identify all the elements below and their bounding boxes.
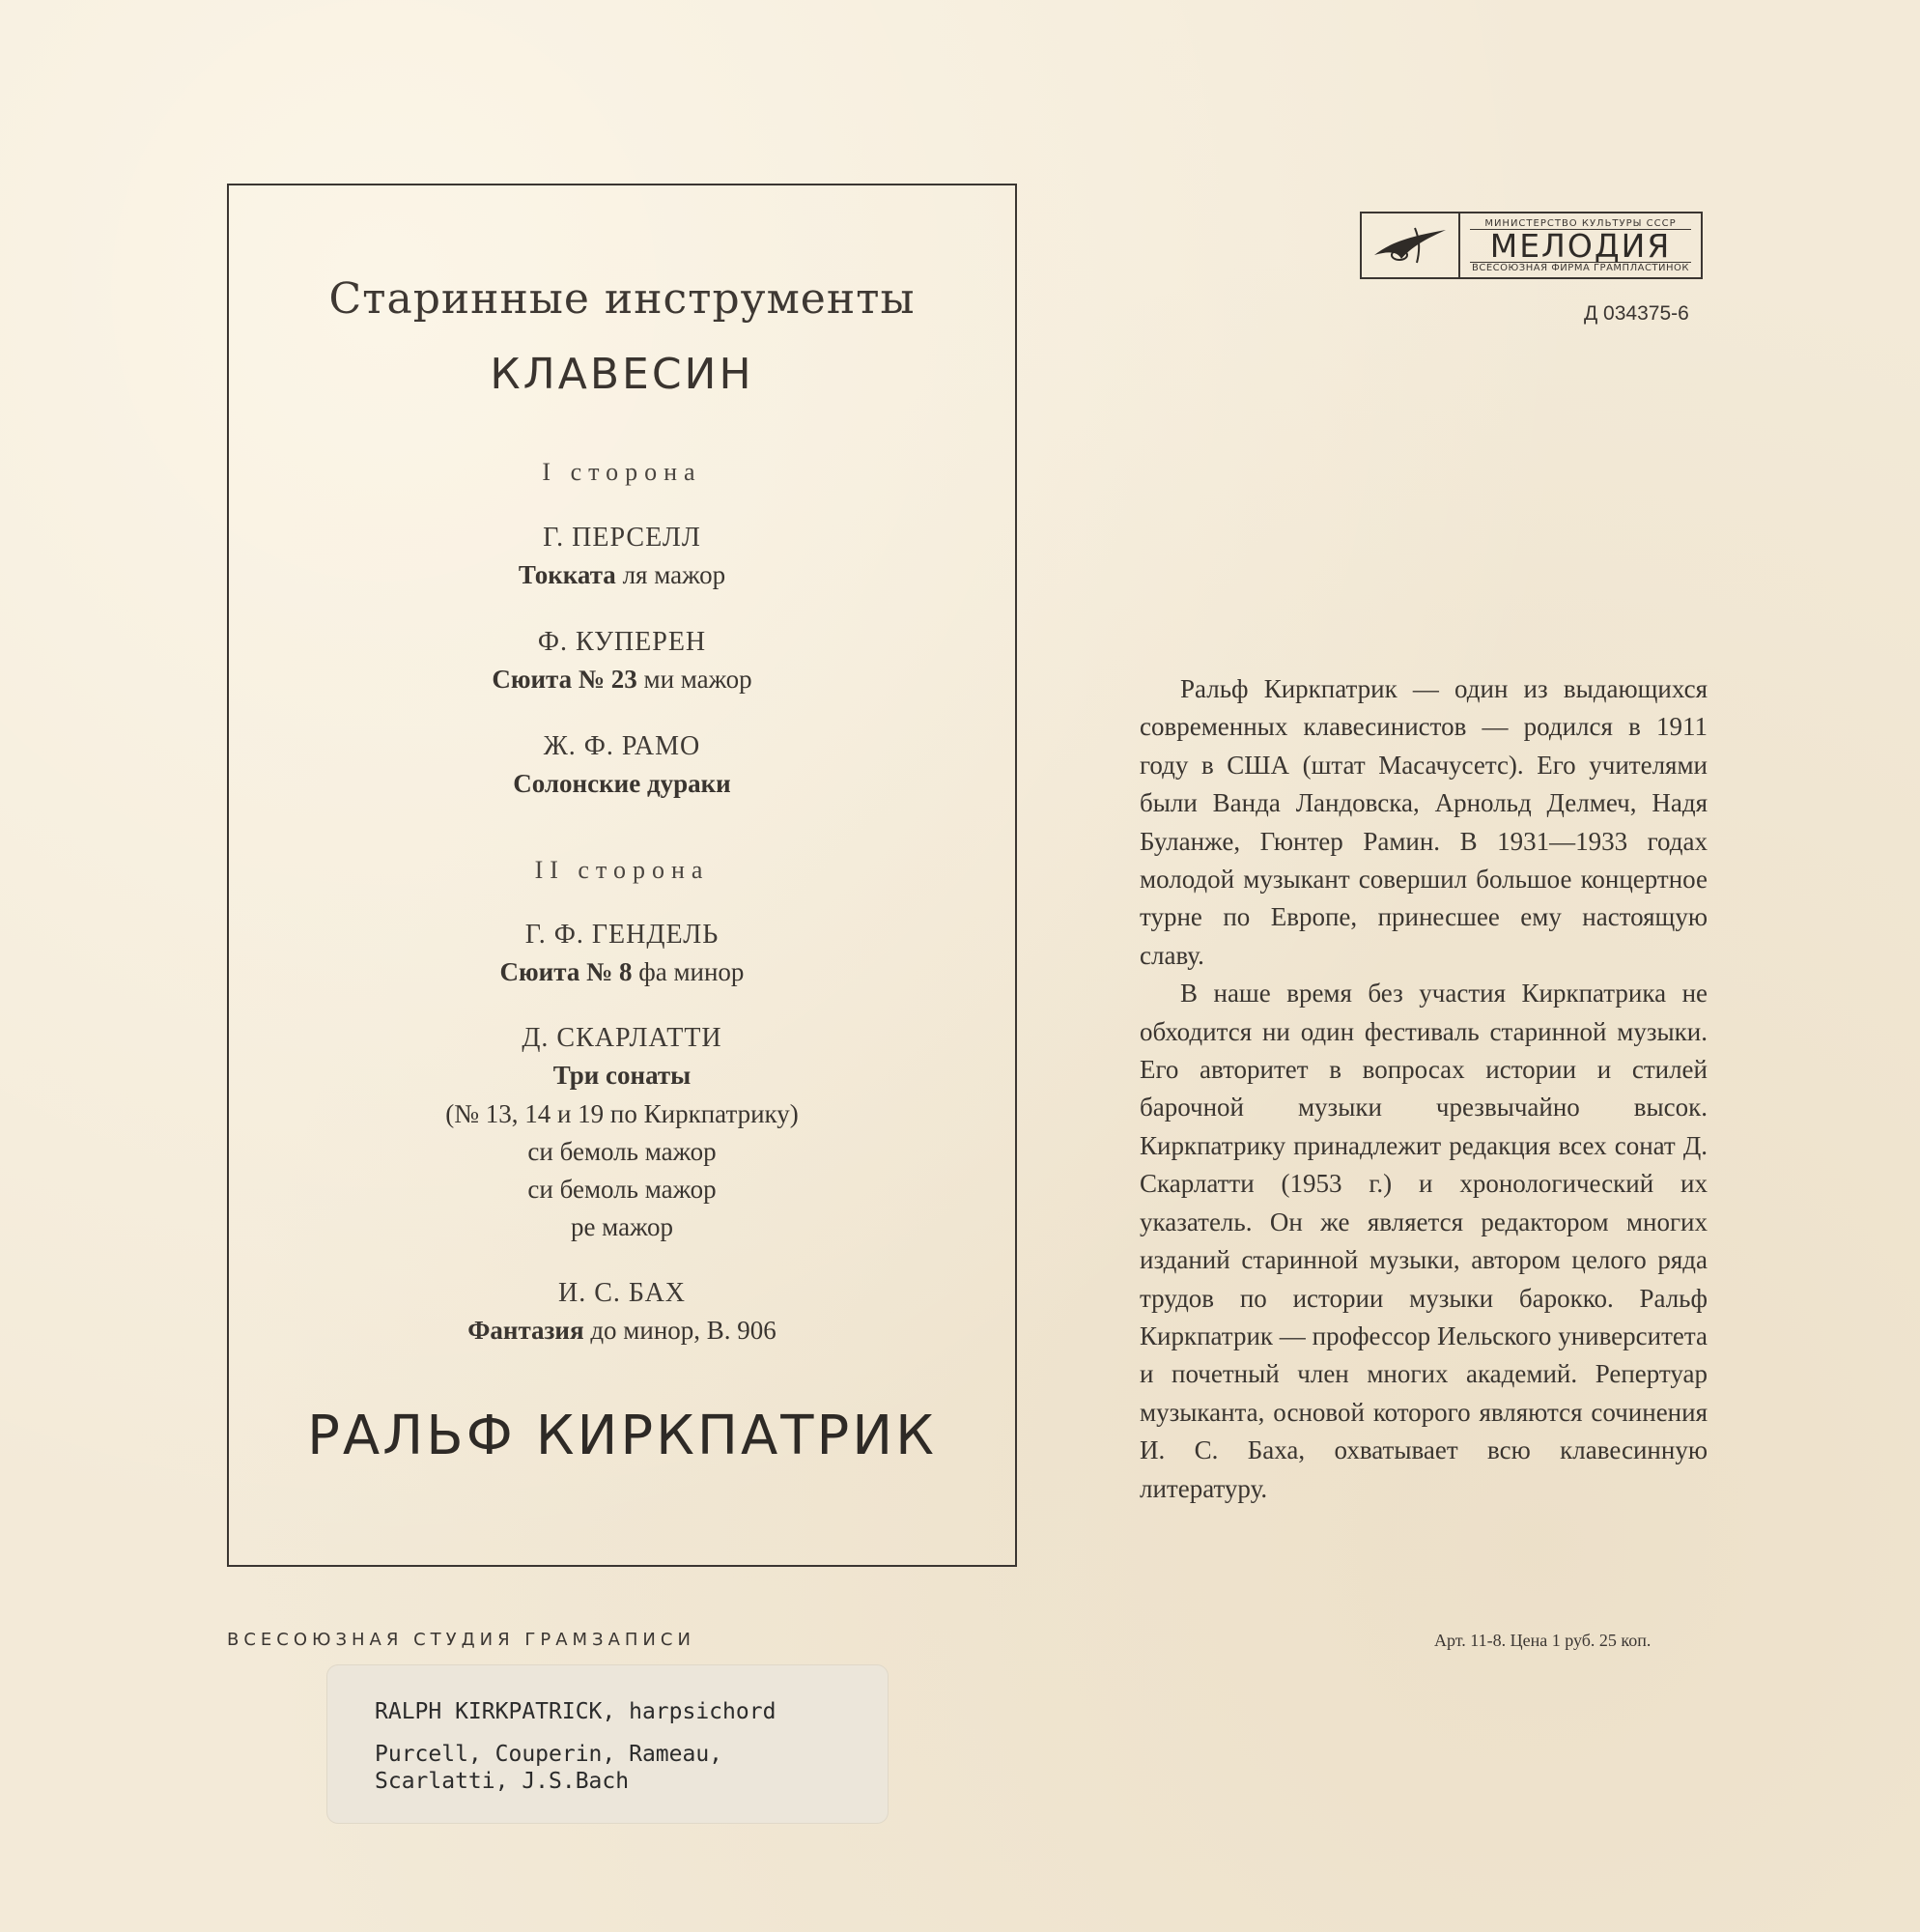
track-work <box>229 1061 1015 1091</box>
series-title: Старинные инструменты <box>328 274 916 324</box>
track-work-title: Фантазия <box>467 1316 584 1345</box>
track-composer: И. С. БАХ <box>557 1278 687 1308</box>
track-detail: си бемоль мажор <box>527 1137 717 1166</box>
side-one-label: I сторона <box>542 458 702 486</box>
track-work <box>229 769 1015 799</box>
track-composer: Г. ПЕРСЕЛЛ <box>543 523 701 553</box>
track-work-title: Токката <box>518 560 616 589</box>
catalog-number: Д 034375-6 <box>1584 302 1689 325</box>
logo-name: МЕЛОДИЯ <box>1489 226 1672 265</box>
price-label: Арт. 11-8. Цена 1 руб. 25 коп. <box>1434 1631 1652 1650</box>
logo-firm-text: ВСЕСОЮЗНАЯ ФИРМА ГРАМПЛАСТИНОК <box>1470 262 1691 273</box>
track-work-title: Сюита № 23 <box>492 665 637 694</box>
track-work-key: фа минор <box>632 957 745 986</box>
logo-ministry-text: МИНИСТЕРСТВО КУЛЬТУРЫ СССР <box>1470 218 1691 230</box>
tracklist-frame <box>227 184 1017 1567</box>
track-work-key: ля мажор <box>615 560 726 589</box>
library-sticker <box>326 1664 889 1824</box>
track-work-title: Сюита № 8 <box>499 957 633 986</box>
melodiya-emblem-icon <box>1362 213 1460 277</box>
track-work-title: Три сонаты <box>552 1061 692 1090</box>
sticker-line: Purcell, Couperin, Rameau, <box>375 1742 723 1767</box>
studio-name: ВСЕСОЮЗНАЯ СТУДИЯ ГРАМЗАПИСИ <box>227 1630 695 1650</box>
track-detail: (№ 13, 14 и 19 по Киркпатрику) <box>445 1099 799 1128</box>
track-composer: Ф. КУПЕРЕН <box>537 627 707 657</box>
track-work-key: ми мажор <box>636 665 752 694</box>
track-detail: си бемоль мажор <box>527 1175 717 1204</box>
instrument-title: КЛАВЕСИН <box>490 350 754 399</box>
track-work-key: до минор, В. 906 <box>583 1316 776 1345</box>
melodiya-logo <box>1360 212 1703 279</box>
track-work-title: Солонские дураки <box>513 769 731 798</box>
sticker-line: RALPH KIRKPATRICK, harpsichord <box>375 1699 776 1724</box>
performer-name: РАЛЬФ КИРКПАТРИК <box>307 1405 937 1467</box>
melodiya-wordmark <box>1460 213 1701 277</box>
track-composer: Ж. Ф. РАМО <box>543 731 701 761</box>
track-work <box>229 560 1015 590</box>
track-work <box>229 1316 1015 1346</box>
side-two-label: II сторона <box>534 856 710 884</box>
biography-paragraph: В наше время без участия Киркпатрика не обходится ни один фестиваль старинной музыки. Его авторитет в вопросах истории и стилей барочной музыки чрезвычайно высок. Киркпатрику принадлежит редакция всех сонат Д. Скарлатти (1953 г.) и хронологический их указатель. Он же является редактором многих изданий старинной музыки, автором целого ряда трудов по истории музыки барокко. Ральф Киркпатрик — профессор Иельского университета и почетный член многих академий. Репертуар музыканта, основой которого являются сочинения И. С. Баха, охватывает всю клавесинную литературу. <box>1140 979 1708 1503</box>
track-composer: Д. СКАРЛАТТИ <box>522 1023 722 1053</box>
track-detail: ре мажор <box>570 1212 674 1241</box>
biography-paragraph: Ральф Киркпатрик — один из выдающихся современных клавесинистов — родился в 1911 году в США (штат Масачусетс). Его учителями были Ванда Ландовска, Арнольд Делмеч, Надя Буланже, Гюнтер Рамин. В 1931—1933 годах молодой музыкант совершил большое концертное турне по Европе, принесшее ему настоящую славу. <box>1140 674 1708 970</box>
track-work <box>229 665 1015 695</box>
track-composer: Г. Ф. ГЕНДЕЛЬ <box>524 920 720 950</box>
sticker-line: Scarlatti, J.S.Bach <box>375 1769 630 1794</box>
biography-text <box>1140 670 1708 1508</box>
track-work <box>229 957 1015 987</box>
